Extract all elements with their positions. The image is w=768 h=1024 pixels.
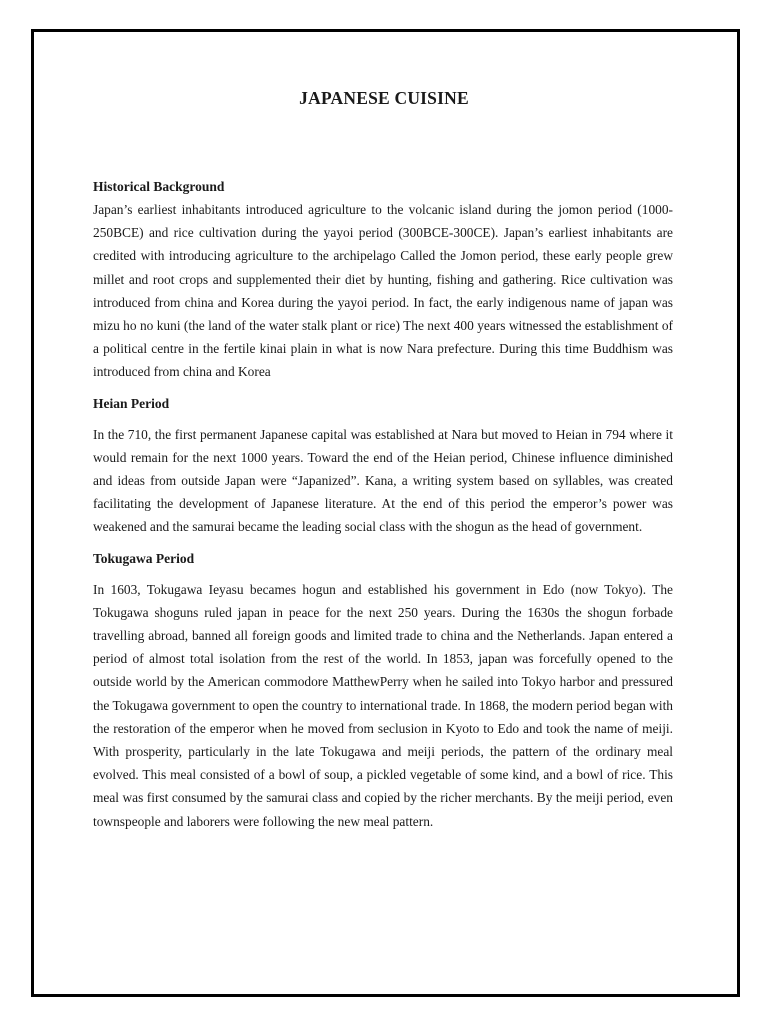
section-body-tokugawa-period: In 1603, Tokugawa Ieyasu becames hogun and established his government in Edo (now Tokyo). The Tokugawa shoguns ruled japan in peace for the next 250 years. During the 1630s the shogun forbade travelling abroad, banned all foreign goods and limited trade to china and the Netherlands. Japan entered a period of almost total isolation from the rest of the world. In 1853, japan was forcefully opened to the outside world by the American commodore MatthewPerry when he sailed into Tokyo harbor and pressured the Tokugawa government to open the country to international trade. In 1868, the modern period began with the restoration of the emperor when he moved from seclusion in Kyoto to Edo and took the name of meiji. With prosperity, particularly in the late Tokugawa and meiji periods, the pattern of the ordinary meal evolved. This meal consisted of a bowl of soup, a pickled vegetable of some kind, and a bowl of rice. This meal was first consumed by the samurai class and copied by the richer merchants. By the meiji period, even townspeople and laborers were following the new meal pattern. [93,581,673,829]
section-heading-heian-period: Heian Period [93,395,170,411]
section-body-heian-period: In the 710, the first permanent Japanese capital was established at Nara but moved to Heian in 794 where it would remain for the next 1000 years. Toward the end of the Heian period, Chinese influence diminished and ideas from outside Japan were “Japanized”. Kana, a writing system based on syllables, was created facilitating the development of Japanese literature. At the end of this period the emperor’s power was weakened and the samurai became the leading social class with the shogun as the head of government. [93,426,673,535]
section-heading-historical-background: Historical Background [93,179,225,194]
document-title: JAPANESE CUISINE [299,88,469,108]
section-body-historical-background: Japan’s earliest inhabitants introduced agriculture to the volcanic island during the jomon period (1000-250BCE) and rice cultivation during the yayoi period (300BCE-300CE). Japan’s earliest inhabitants are credited with introducing agriculture to the archipelago Called the Jomon period, these early people grew millet and root crops and supplemented their diet by hunting, fishing and gathering. Rice cultivation was introduced from china and Korea during the yayoi period. In fact, the early indigenous name of japan was mizu ho no kuni (the land of the water stalk plant or rice) The next 400 years witnessed the establishment of a political centre in the fertile kinai plain in what is now Nara prefecture. During this time Buddhism was introduced from china and Korea [93,202,673,380]
section-heading-tokugawa-period: Tokugawa Period [93,550,195,566]
document-body [93,175,673,833]
